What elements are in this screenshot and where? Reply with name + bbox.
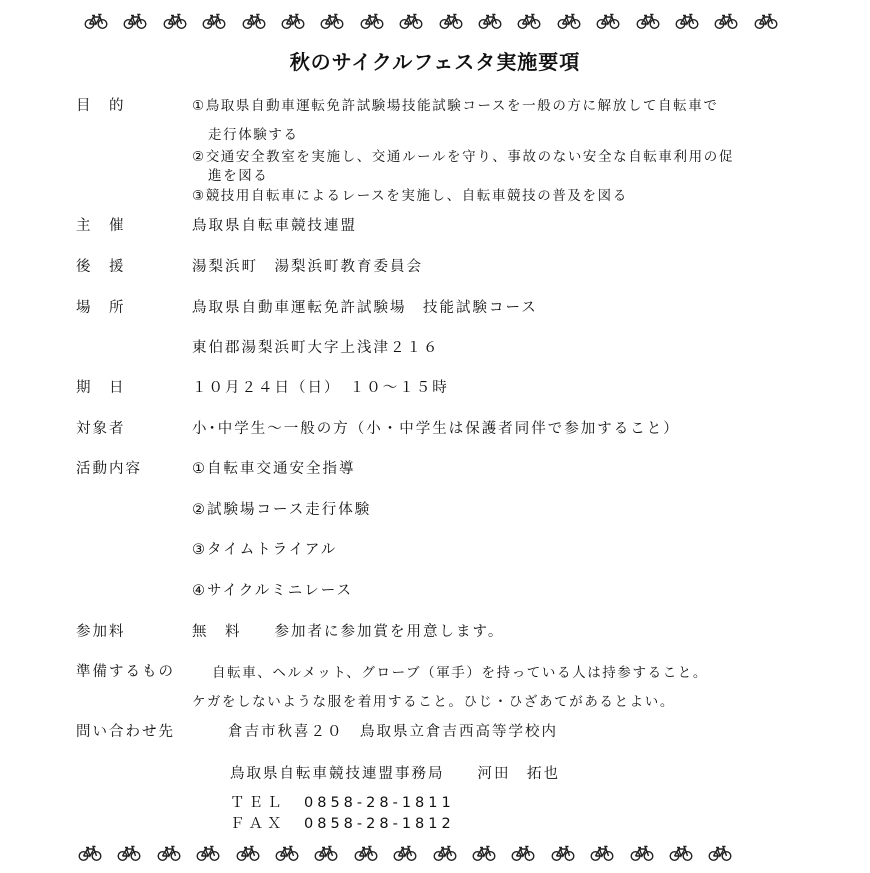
bicycle-icon <box>360 12 384 30</box>
date-label: 期 日 <box>76 380 126 396</box>
date-value: １０月２４日（日） １０～１５時 <box>192 380 449 396</box>
target-value: 小･中学生～一般の方（小・中学生は保護者同伴で参加すること） <box>192 421 680 437</box>
bicycle-icon <box>275 844 299 862</box>
activities-label: 活動内容 <box>76 461 142 477</box>
bicycle-icon <box>393 844 417 862</box>
preparation-label: 準備するもの <box>76 664 175 680</box>
bicycle-icon <box>754 12 778 30</box>
purpose-line-3: ②交通安全教室を実施し、交通ルールを守り、事故のない安全な自転車利用の促 <box>192 149 734 165</box>
bicycle-icon <box>511 844 535 862</box>
bicycle-icon <box>163 12 187 30</box>
preparation-line-2: ケガをしないような服を着用すること。ひじ・ひざあてがあるとよい。 <box>192 694 675 710</box>
bicycle-icon <box>517 12 541 30</box>
purpose-line-1: ①鳥取県自動車運転免許試験場技能試験コースを一般の方に解放して自転車で <box>192 98 719 114</box>
bicycle-icon <box>675 12 699 30</box>
support-label: 後 援 <box>76 259 126 275</box>
bicycle-icon <box>636 12 660 30</box>
bicycle-icon <box>354 844 378 862</box>
activity-item-2: ②試験場コース走行体験 <box>192 502 372 518</box>
bicycle-icon <box>196 844 220 862</box>
bicycle-icon <box>242 12 266 30</box>
purpose-line-2: 走行体験する <box>208 127 299 143</box>
contact-address: 倉吉市秋喜２０ 鳥取県立倉吉西高等学校内 <box>228 724 558 740</box>
bicycle-icon <box>714 12 738 30</box>
bicycle-border-bottom <box>0 844 870 870</box>
bicycle-icon <box>472 844 496 862</box>
bicycle-icon <box>433 844 457 862</box>
preparation-line-1: 自転車、ヘルメット、グローブ（軍手）を持っている人は持参すること。 <box>212 665 709 681</box>
bicycle-icon <box>478 12 502 30</box>
activity-item-4: ④サイクルミニレース <box>192 583 354 599</box>
bicycle-icon <box>669 844 693 862</box>
bicycle-icon <box>314 844 338 862</box>
venue-address: 東伯郡湯梨浜町大字上浅津２１６ <box>192 340 440 356</box>
activity-item-1: ①自転車交通安全指導 <box>192 461 356 477</box>
bicycle-icon <box>590 844 614 862</box>
bicycle-border-top <box>0 12 870 38</box>
bicycle-icon <box>78 844 102 862</box>
contact-label: 問い合わせ先 <box>76 724 175 740</box>
bicycle-icon <box>236 844 260 862</box>
page-title: 秋のサイクルフェスタ実施要項 <box>289 50 581 74</box>
organizer-label: 主 催 <box>76 218 126 234</box>
bicycle-icon <box>320 12 344 30</box>
purpose-label: 目 的 <box>76 98 126 114</box>
fee-value: 無 料 参加者に参加賞を用意します。 <box>192 624 505 640</box>
fee-label: 参加料 <box>76 624 126 640</box>
bicycle-icon <box>123 12 147 30</box>
bicycle-icon <box>84 12 108 30</box>
bicycle-icon <box>596 12 620 30</box>
bicycle-icon <box>557 12 581 30</box>
bicycle-icon <box>117 844 141 862</box>
contact-tel: ＴＥＬ 0858-28-1811 <box>230 795 455 811</box>
bicycle-icon <box>630 844 654 862</box>
venue-value: 鳥取県自動車運転免許試験場 技能試験コース <box>192 300 538 316</box>
bicycle-icon <box>399 12 423 30</box>
contact-office: 鳥取県自転車競技連盟事務局 河田 拓也 <box>230 766 560 782</box>
bicycle-icon <box>708 844 732 862</box>
purpose-line-4: 進を図る <box>208 168 269 184</box>
organizer-value: 鳥取県自転車競技連盟 <box>192 218 357 234</box>
contact-fax: ＦＡＸ 0858-28-1812 <box>230 816 455 832</box>
support-value: 湯梨浜町 湯梨浜町教育委員会 <box>192 259 423 275</box>
bicycle-icon <box>157 844 181 862</box>
bicycle-icon <box>551 844 575 862</box>
bicycle-icon <box>202 12 226 30</box>
bicycle-icon <box>439 12 463 30</box>
activity-item-3: ③タイムトライアル <box>192 542 338 558</box>
venue-label: 場 所 <box>76 300 126 316</box>
purpose-line-5: ③競技用自転車によるレースを実施し、自転車競技の普及を図る <box>192 188 628 204</box>
target-label: 対象者 <box>76 421 126 437</box>
bicycle-icon <box>281 12 305 30</box>
